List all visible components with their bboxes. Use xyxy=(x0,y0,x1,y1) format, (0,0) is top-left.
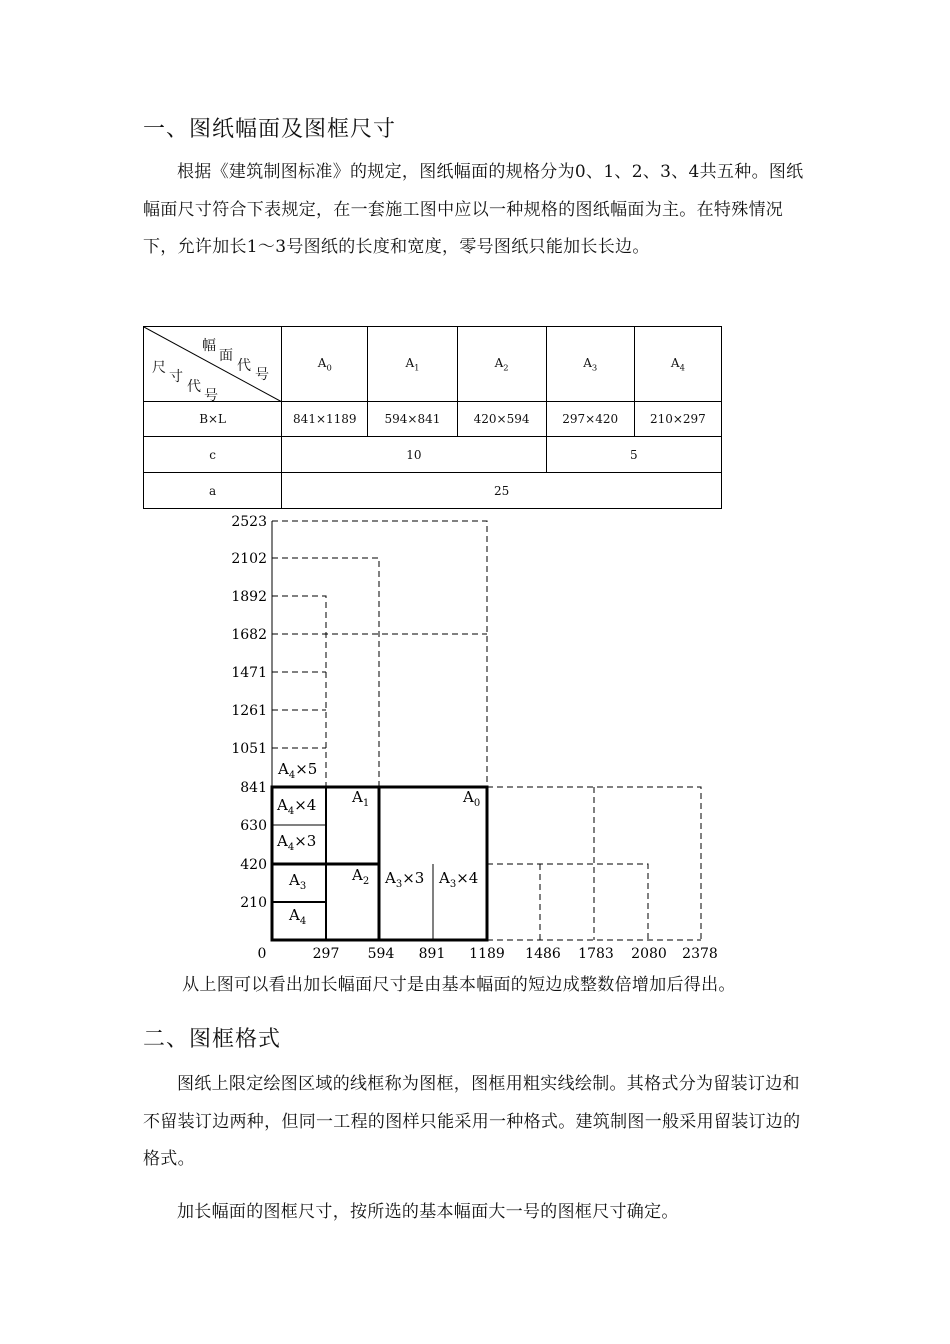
table-cell: 210×297 xyxy=(634,402,721,437)
x-tick-label: 891 xyxy=(418,946,446,962)
table-cell: 10 xyxy=(282,437,546,473)
y-tick-label: 2523 xyxy=(231,514,267,530)
row-label-a: a xyxy=(144,473,282,509)
y-tick-label: 1261 xyxy=(231,703,267,719)
y-tick-label: 1471 xyxy=(231,665,267,681)
region-label-a4: $A_4$ xyxy=(289,906,307,927)
region-label-a4x4: $A_4\times 4$ xyxy=(277,796,317,817)
y-tick-label: 630 xyxy=(240,818,267,834)
region-label-a3x4: $A_3\times 4$ xyxy=(439,869,479,890)
row-label-bxl: B×L xyxy=(144,402,282,437)
table-cell: 594×841 xyxy=(368,402,457,437)
y-tick-label: 841 xyxy=(240,780,267,796)
section-2-paragraph-1: 图纸上限定绘图区域的线框称为图框，图框用粗实线绘制。其格式分为留装订边和不留装订边两种，但同一工程的图样只能采用一种格式。建筑制图一般采用留装订边的格式。 xyxy=(143,1074,801,1169)
corner-bottom-char: 寸 xyxy=(169,369,183,385)
region-label-a4x5: $A_4\times 5$ xyxy=(278,760,318,781)
region-label-a2: $A_2$ xyxy=(352,866,370,887)
x-tick-label: 1783 xyxy=(578,946,614,962)
region-label-a3: $A_3$ xyxy=(289,871,307,892)
column-header-a2: $A_2$ xyxy=(457,327,546,402)
y-tick-label: 1682 xyxy=(231,627,267,643)
column-header-a1: $A_1$ xyxy=(368,327,457,402)
section-2-heading: 二、图框格式 xyxy=(143,1027,282,1052)
x-tick-label: 1486 xyxy=(525,946,561,962)
x-tick-label: 2080 xyxy=(631,946,667,962)
corner-bottom-char: 号 xyxy=(204,388,218,404)
table-cell: 297×420 xyxy=(546,402,634,437)
column-header-a4: $A_4$ xyxy=(634,327,721,402)
y-tick-label: 2102 xyxy=(231,551,267,567)
corner-bottom-char: 代 xyxy=(187,379,201,395)
corner-top-char: 号 xyxy=(255,367,269,383)
section-2-paragraph-2: 加长幅面的图框尺寸，按所选的基本幅面大一号的图框尺寸确定。 xyxy=(177,1202,679,1222)
x-tick-label: 297 xyxy=(312,946,340,962)
corner-top-char: 面 xyxy=(219,348,233,364)
table-cell: 25 xyxy=(282,473,722,509)
section-1-heading: 一、图纸幅面及图框尺寸 xyxy=(143,117,397,142)
y-tick-label: 210 xyxy=(240,895,267,911)
x-tick-label: 1189 xyxy=(469,946,505,962)
region-label-a1: $A_1$ xyxy=(352,788,370,809)
corner-bottom-char: 尺 xyxy=(152,360,166,376)
region-label-a0: $A_0$ xyxy=(463,788,481,809)
column-header-a3: $A_3$ xyxy=(546,327,634,402)
table-cell: 5 xyxy=(546,437,721,473)
corner-top-char: 代 xyxy=(237,358,251,374)
corner-top-char: 幅 xyxy=(202,338,216,354)
figure-caption: 从上图可以看出加长幅面尺寸是由基本幅面的短边成整数倍增加后得出。 xyxy=(182,975,736,995)
y-tick-label: 1892 xyxy=(231,589,267,605)
table-cell: 841×1189 xyxy=(282,402,368,437)
section-1-paragraph: 根据《建筑制图标准》的规定，图纸幅面的规格分为0、1、2、3、4共五种。图纸幅面尺寸符合下表规定，在一套施工图中应以一种规格的图纸幅面为主。在特殊情况下，允许加长1～3号图纸的长度和宽度，零号图纸只能加长长边。 xyxy=(143,162,804,257)
y-tick-label: 1051 xyxy=(231,741,267,757)
column-header-a0: $A_0$ xyxy=(282,327,368,402)
x-tick-label: 2378 xyxy=(682,946,718,962)
y-tick-label: 420 xyxy=(240,857,267,873)
row-label-c: c xyxy=(144,437,282,473)
x-tick-label: 0 xyxy=(257,946,267,962)
region-label-a4x3: $A_4\times 3$ xyxy=(277,832,317,853)
region-label-a3x3: $A_3\times 3$ xyxy=(385,869,425,890)
x-tick-label: 594 xyxy=(367,946,395,962)
table-cell: 420×594 xyxy=(457,402,546,437)
